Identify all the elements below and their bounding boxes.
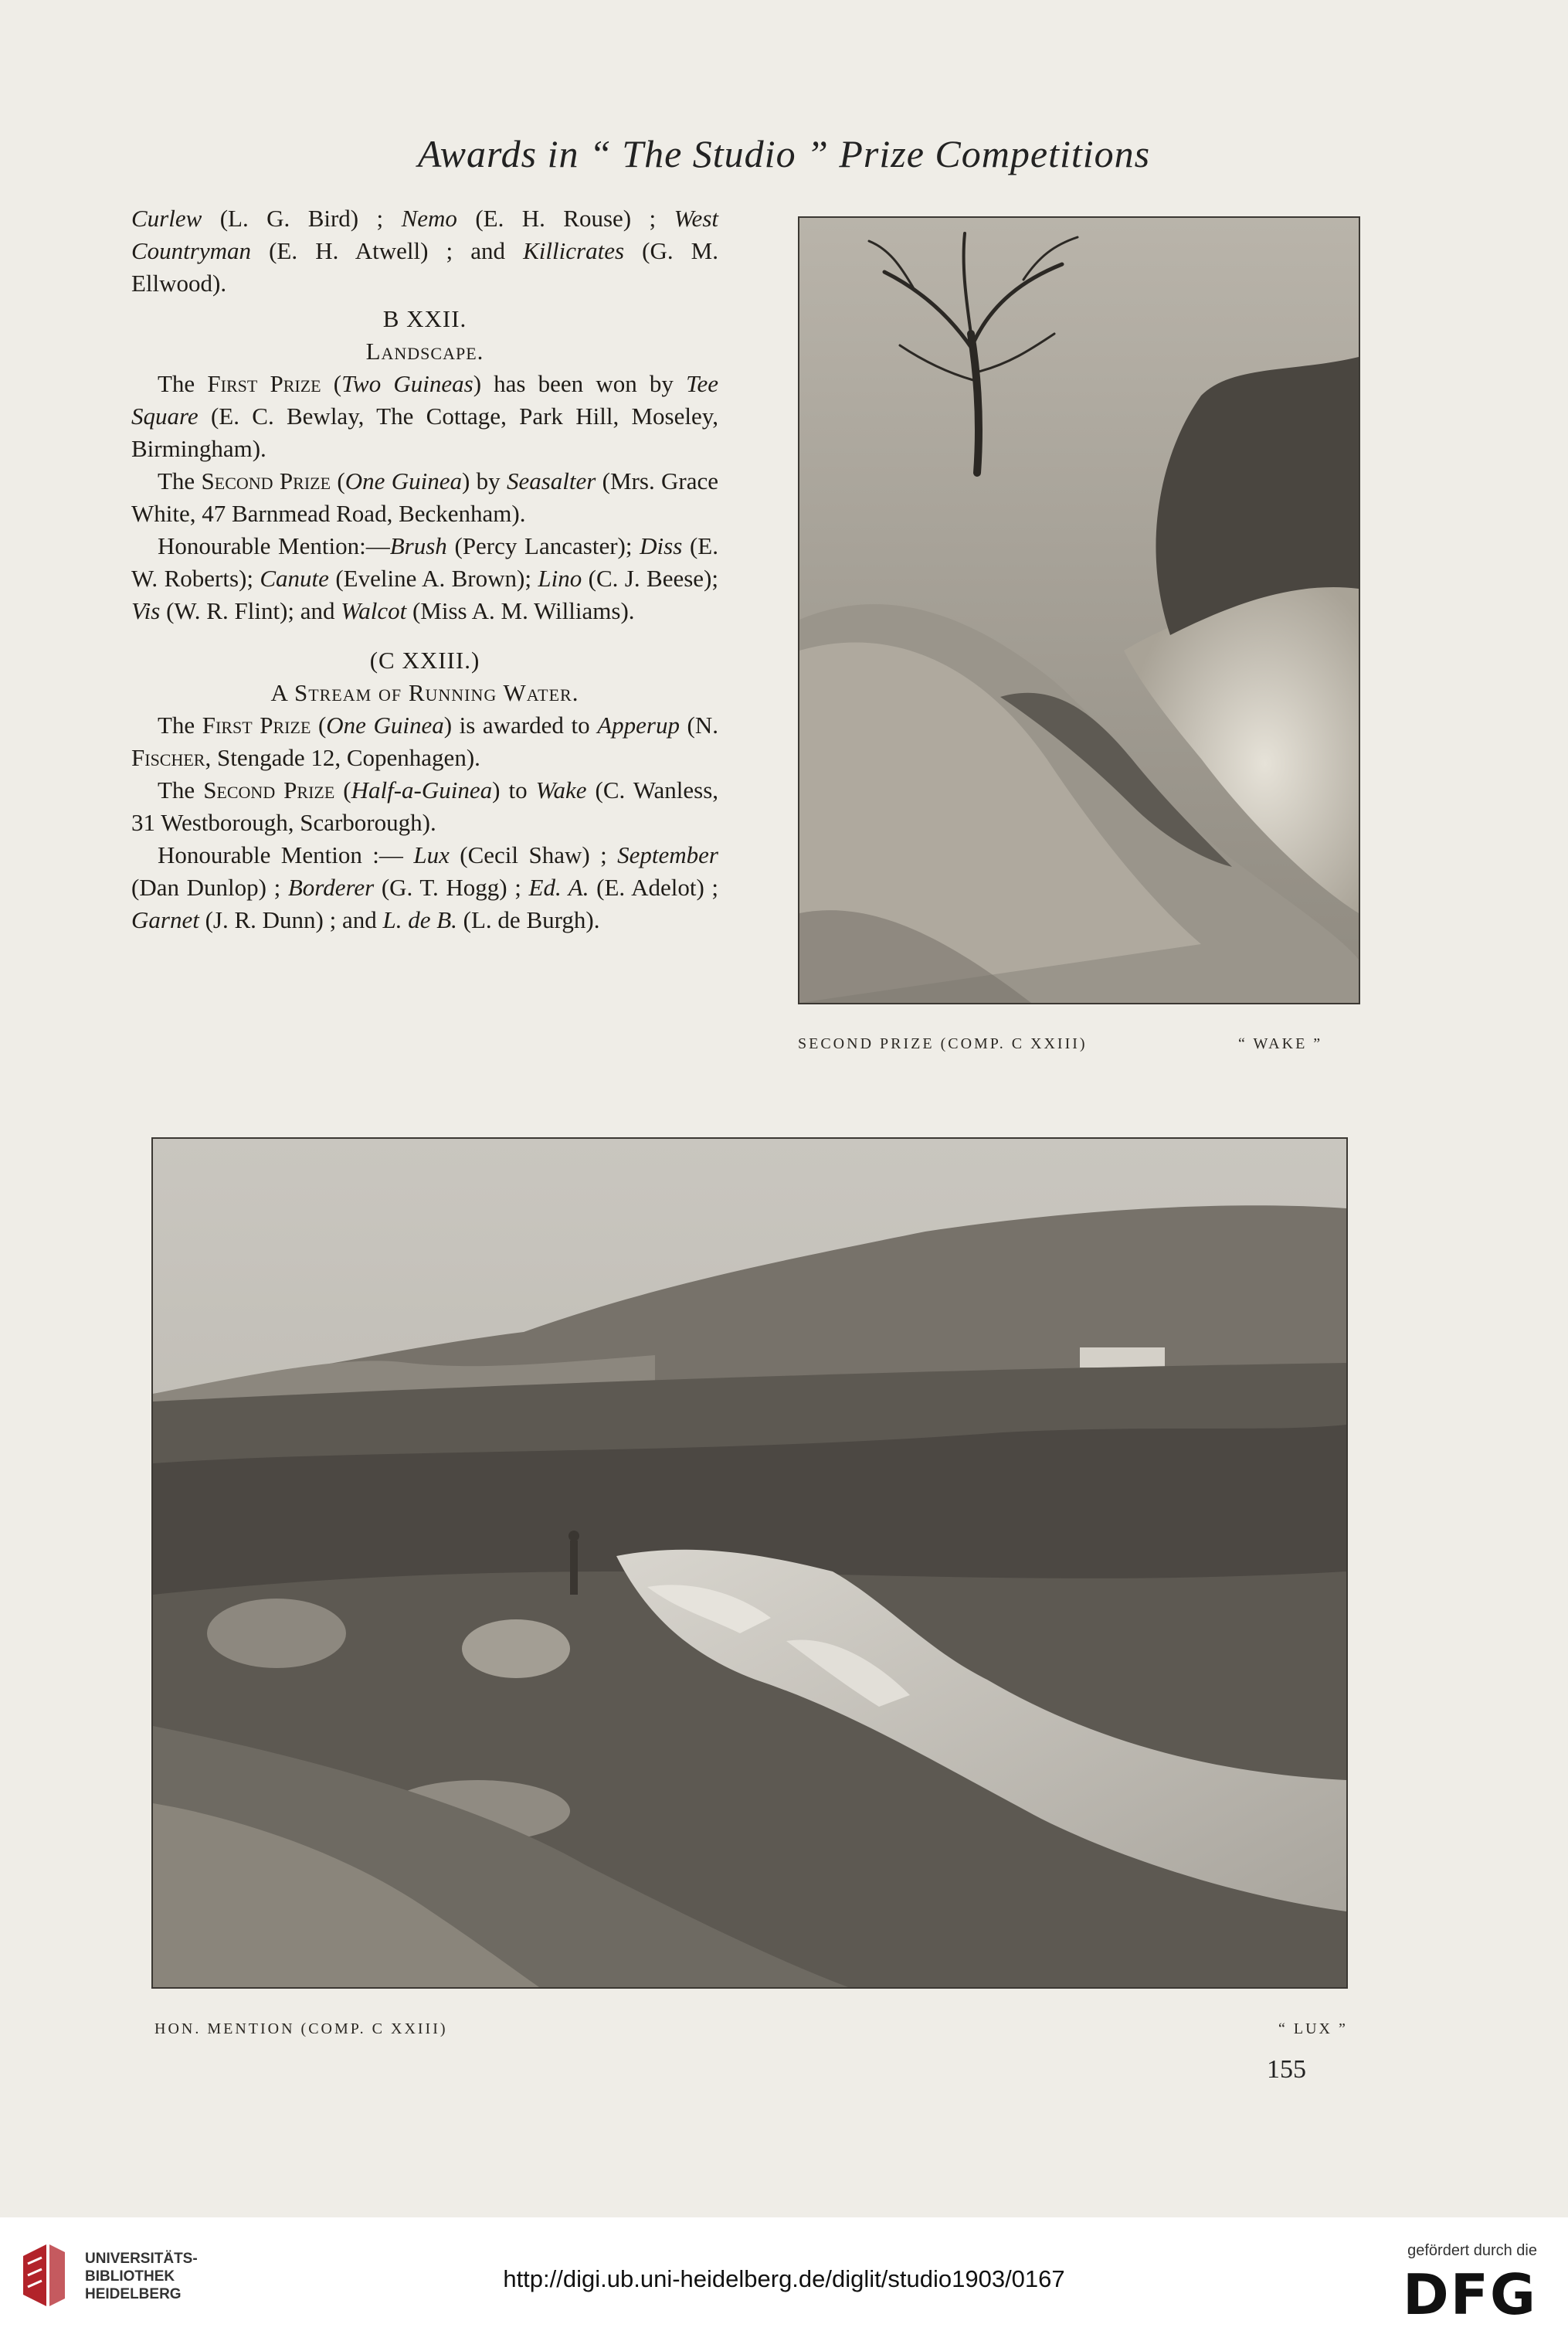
paragraph-honourable-landscape: Honourable Mention:—Brush (Percy Lancaster); Diss (E. W. Roberts); Canute (Eveline A. Brown); Lino (C. J. Beese); Vis (W. R. Flint); and Walcot (Miss A. M. Williams).	[131, 532, 718, 624]
section-heading-bxxii: B XXII.	[382, 305, 467, 332]
caption-lux-right: “ LUX ”	[1278, 2020, 1348, 2037]
source-url-link[interactable]: http://digi.ub.uni-heidelberg.de/diglit/studio1903/0167	[503, 2265, 1065, 2292]
page-number: 155	[1267, 2055, 1306, 2084]
caption-wake-right: “ WAKE ”	[1238, 1035, 1323, 1052]
photo-wake-stream	[798, 216, 1360, 1004]
sponsor-label: gefördert durch die	[1407, 2242, 1537, 2259]
photo-lux-waterfall	[151, 1137, 1348, 1989]
section-heading-cxxiii: (C XXIII.)	[369, 647, 480, 674]
caption-wake-left: SECOND PRIZE (COMP. C XXIII)	[798, 1035, 1088, 1052]
section-subheading-stream: A Stream of Running Water.	[270, 679, 579, 706]
paragraph-second-prize-stream: The Second Prize (Half-a-Guinea) to Wake (C. Wanless, 31 Westborough, Scarborough).	[131, 776, 719, 836]
page-title: Awards in “ The Studio ” Prize Competitions	[417, 132, 1151, 175]
paragraph-curlew: Curlew (L. G. Bird) ; Nemo (E. H. Rouse) ; West Countryman (E. H. Atwell) ; and Killicrates (G. M. Ellwood).	[131, 205, 718, 297]
library-name: UNIVERSITÄTS- BIBLIOTHEK HEIDELBERG	[85, 2251, 198, 2302]
paragraph-second-prize-landscape: The Second Prize (One Guinea) by Seasalter (Mrs. Grace White, 47 Barnmead Road, Beckenham).	[131, 467, 719, 527]
dfg-logo: DFG	[1402, 2262, 1537, 2327]
paragraph-honourable-stream: Honourable Mention :— Lux (Cecil Shaw) ; September (Dan Dunlop) ; Borderer (G. T. Hogg) ; Ed. A. (E. Adelot) ; Garnet (J. R. Dunn) ; and L. de B. (L. de Burgh).	[131, 841, 719, 933]
section-subheading-landscape: Landscape.	[365, 338, 484, 365]
footer-bar	[0, 2217, 1568, 2341]
caption-lux-left: HON. MENTION (COMP. C XXIII)	[154, 2020, 448, 2037]
photo-wake-image	[799, 218, 1359, 1003]
photo-lux-image	[153, 1139, 1346, 1987]
paragraph-first-prize-landscape: The First Prize (Two Guineas) has been won by Tee Square (E. C. Bewlay, The Cottage, Park Hill, Moseley, Birmingham).	[131, 370, 718, 462]
paragraph-first-prize-stream: The First Prize (One Guinea) is awarded to Apperup (N. Fischer, Stengade 12, Copenhagen).	[131, 712, 718, 771]
text-column	[131, 202, 718, 936]
